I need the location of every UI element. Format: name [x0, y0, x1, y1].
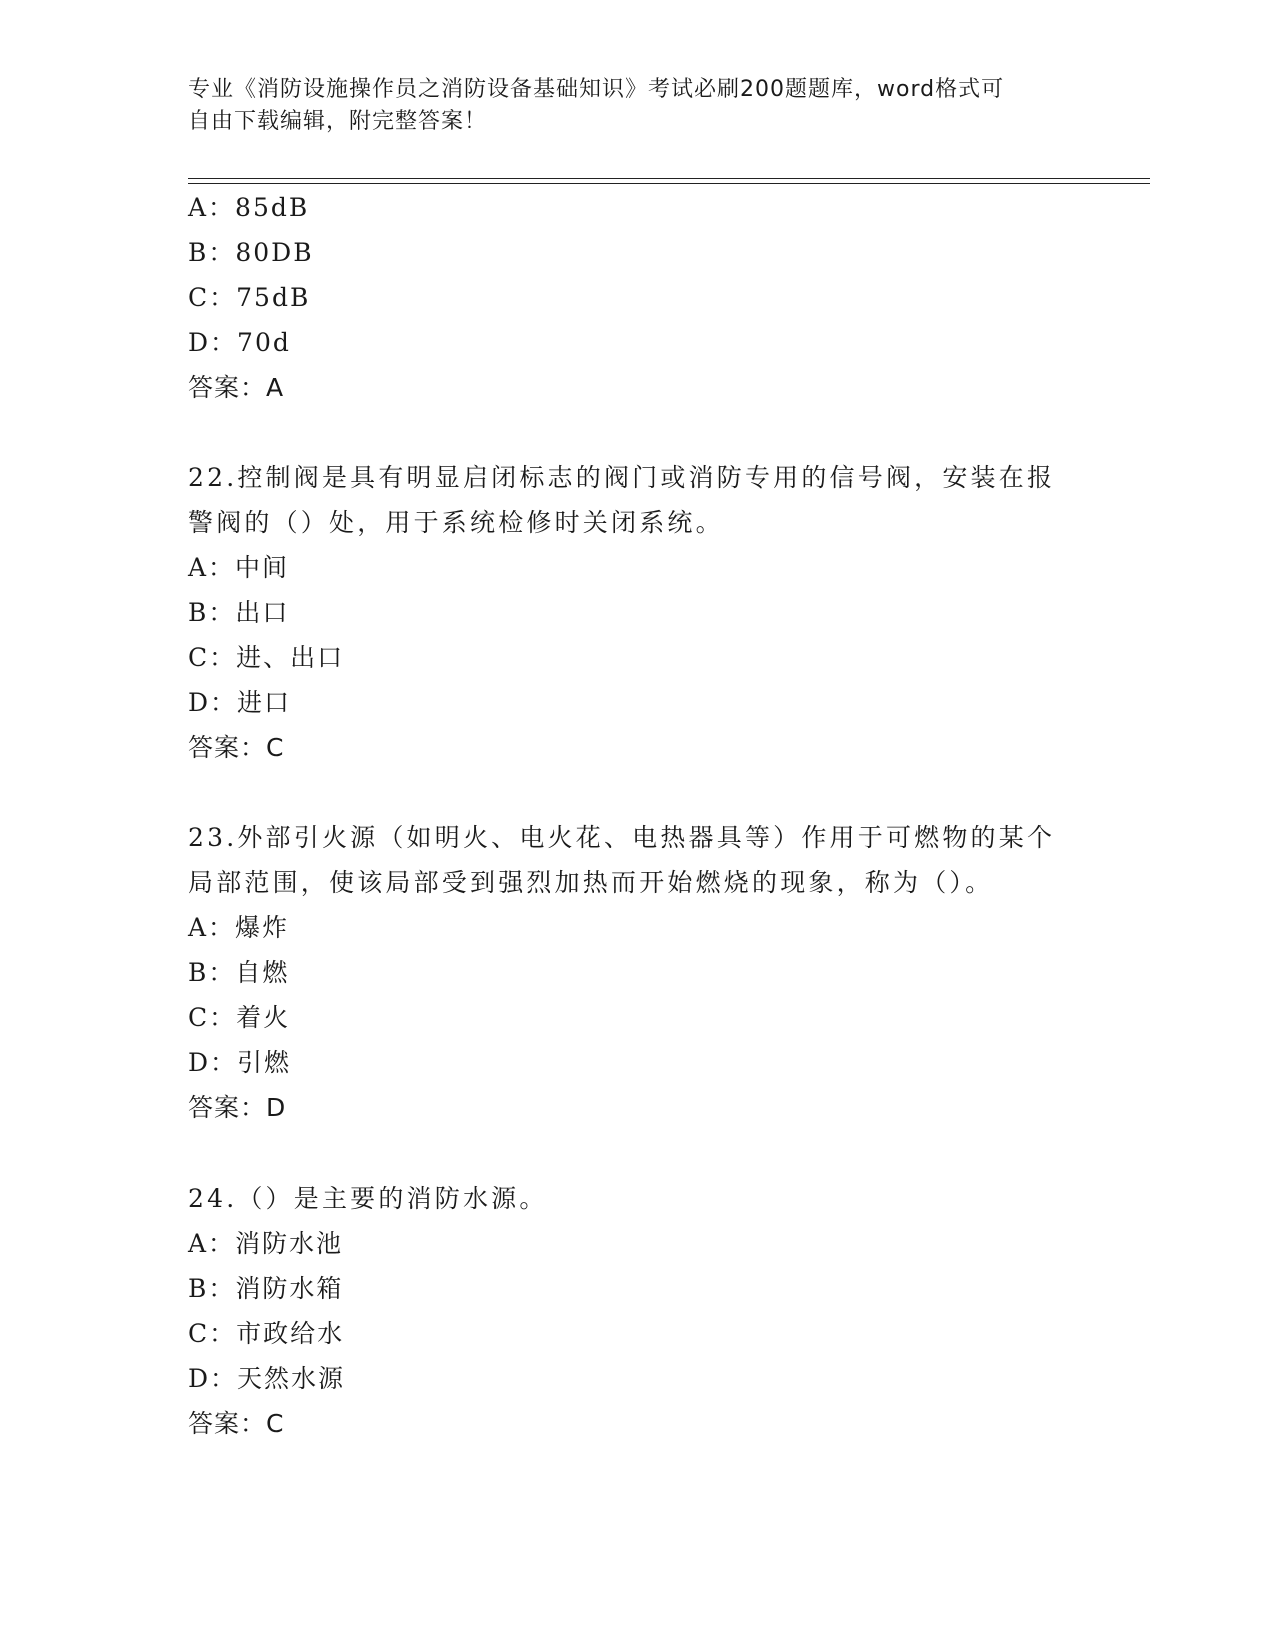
option-b: B：自燃	[188, 958, 290, 987]
option-d: D：进口	[188, 688, 292, 717]
option-c: C：进、出口	[188, 643, 345, 672]
question-stem-line-1: 22.控制阀是具有明显启闭标志的阀门或消防专用的信号阀，安装在报	[188, 463, 1056, 492]
question-stem-line-1: 23.外部引火源（如明火、电火花、电热器具等）作用于可燃物的某个	[188, 823, 1056, 852]
option-b: B：消防水箱	[188, 1274, 344, 1303]
question-stem-line-2: 局部范围，使该局部受到强烈加热而开始燃烧的现象，称为（）。	[188, 868, 994, 897]
question-stem-line-1: 24.（）是主要的消防水源。	[188, 1184, 548, 1213]
answer-line: 答案：D	[188, 1093, 287, 1122]
question-stem-line-2: 警阀的（）处，用于系统检修时关闭系统。	[188, 508, 724, 537]
option-a: A：爆炸	[188, 913, 290, 942]
header-divider-bottom	[188, 183, 1150, 184]
option-d: D：引燃	[188, 1048, 292, 1077]
document-header	[188, 74, 1088, 138]
header-title-line-1: 专业《消防设施操作员之消防设备基础知识》考试必刷200题题库，word格式可	[188, 77, 1005, 102]
header-divider-top	[188, 178, 1150, 179]
option-c: C：着火	[188, 1003, 291, 1032]
answer-line: 答案：C	[188, 733, 285, 762]
answer-line: 答案：C	[188, 1409, 285, 1438]
option-d: D：天然水源	[188, 1364, 346, 1393]
header-title-line-2: 自由下载编辑，附完整答案！	[188, 109, 488, 134]
option-a: A：中间	[188, 553, 290, 582]
option-d: D：70d	[188, 328, 291, 357]
option-b: B：80DB	[188, 238, 314, 267]
option-b: B：出口	[188, 598, 290, 627]
option-a: A：85dB	[188, 193, 310, 222]
option-c: C：75dB	[188, 283, 311, 312]
option-a: A：消防水池	[188, 1229, 344, 1258]
option-c: C：市政给水	[188, 1319, 345, 1348]
answer-line: 答案：A	[188, 373, 285, 402]
